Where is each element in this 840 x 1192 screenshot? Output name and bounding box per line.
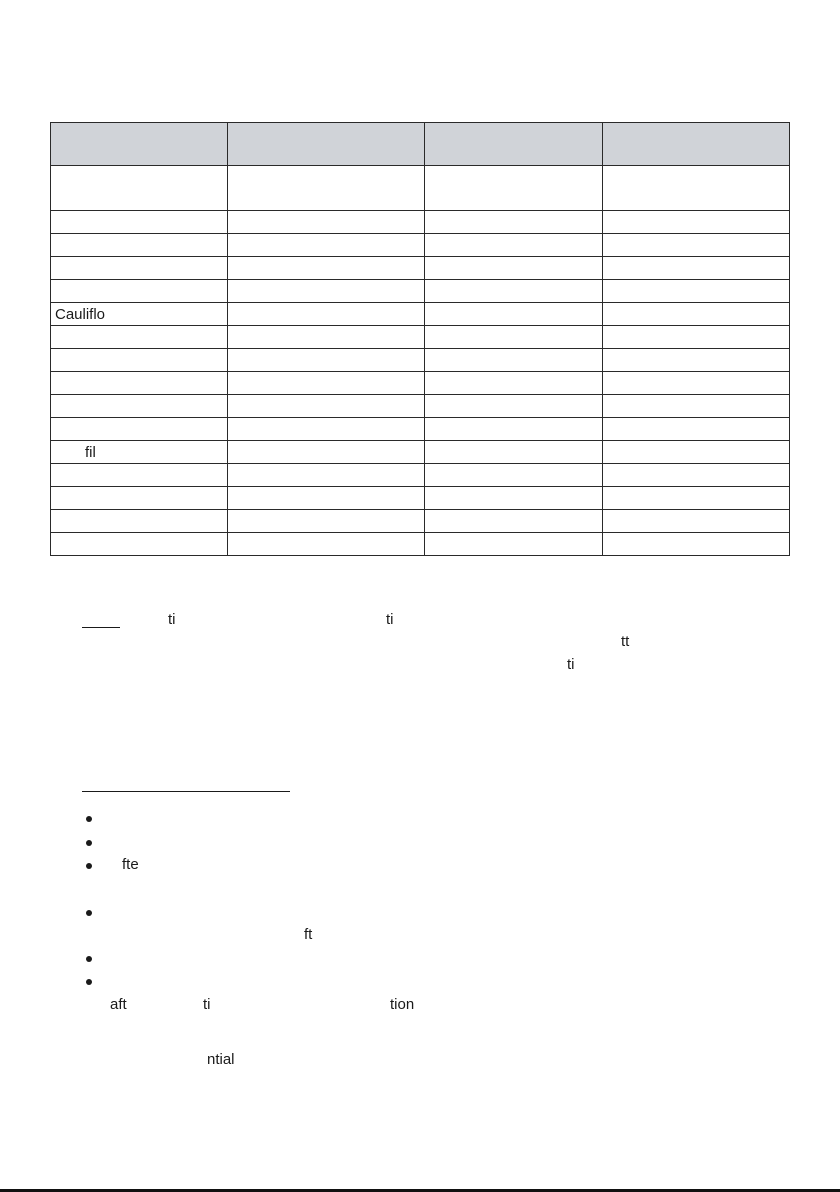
- table-cell: [228, 418, 425, 441]
- table-cell: [425, 280, 603, 303]
- header-cell: [51, 123, 228, 166]
- table-cell-food: [51, 372, 228, 395]
- table-cell-food: [51, 349, 228, 372]
- table-row: [51, 510, 790, 533]
- table-cell: [425, 166, 603, 211]
- table-cell: [425, 211, 603, 234]
- table-cell: [228, 257, 425, 280]
- bullet-icon: [86, 979, 92, 985]
- table-header-row: [51, 123, 790, 166]
- tip-fragment: ti: [203, 996, 211, 1013]
- table-cell: [228, 395, 425, 418]
- table-cell: [603, 234, 790, 257]
- table-row: [51, 487, 790, 510]
- table-cell: [425, 441, 603, 464]
- food-table: [50, 122, 790, 556]
- table-cell: [425, 464, 603, 487]
- table-cell-food: [51, 166, 228, 211]
- table-cell: [425, 326, 603, 349]
- table-cell: [228, 464, 425, 487]
- table-cell: [425, 349, 603, 372]
- table-row: [51, 464, 790, 487]
- note-fragment: ti: [168, 611, 176, 628]
- header-cell: [425, 123, 603, 166]
- note-fragment: tt: [621, 633, 630, 650]
- table-row: [51, 395, 790, 418]
- tip-fragment: fte: [122, 856, 139, 873]
- table-cell: [603, 349, 790, 372]
- table-cell: [603, 487, 790, 510]
- table-cell-food: [51, 510, 228, 533]
- table-cell: [425, 257, 603, 280]
- table-cell: [603, 303, 790, 326]
- tip-fragment: aft: [110, 996, 127, 1013]
- table-cell: [603, 372, 790, 395]
- bullet-icon: [86, 910, 92, 916]
- table-cell: [228, 234, 425, 257]
- table-cell-food: [51, 326, 228, 349]
- table-cell: [603, 211, 790, 234]
- table-cell-food: [51, 487, 228, 510]
- table-cell: [603, 418, 790, 441]
- bullet-icon: [86, 956, 92, 962]
- table-cell: [603, 257, 790, 280]
- table-row: [51, 441, 790, 464]
- table-cell: [603, 395, 790, 418]
- table-cell-food: [51, 418, 228, 441]
- table-cell: [425, 487, 603, 510]
- tips-heading-underline: [82, 791, 290, 792]
- table-cell: [603, 166, 790, 211]
- table-row: [51, 418, 790, 441]
- table-cell: [228, 372, 425, 395]
- table-cell-food: fil: [51, 441, 228, 464]
- table-cell: [228, 533, 425, 556]
- table-cell-food: Cauliflo: [51, 303, 228, 326]
- table-cell: [228, 510, 425, 533]
- bullet-icon: [86, 840, 92, 846]
- note-fragment: ti: [386, 611, 394, 628]
- tip-fragment: ft: [304, 926, 313, 943]
- table-cell: [228, 349, 425, 372]
- table-row: [51, 303, 790, 326]
- bullet-icon: [86, 816, 92, 822]
- table-row: [51, 166, 790, 211]
- table-cell: [425, 395, 603, 418]
- bullet-icon: [86, 863, 92, 869]
- table-cell: [425, 372, 603, 395]
- header-cell: [228, 123, 425, 166]
- table-cell-food: [51, 464, 228, 487]
- tip-fragment: tion: [390, 996, 415, 1013]
- table-cell: [425, 303, 603, 326]
- table-cell-food: [51, 257, 228, 280]
- table-cell: [228, 280, 425, 303]
- table-cell-food: [51, 234, 228, 257]
- table-cell-food: [51, 533, 228, 556]
- table-row: [51, 257, 790, 280]
- table-row: [51, 372, 790, 395]
- header-cell: [603, 123, 790, 166]
- table-cell: [425, 510, 603, 533]
- table-cell-food: [51, 395, 228, 418]
- table-cell: [228, 487, 425, 510]
- note-heading-underline: [82, 627, 120, 628]
- table-cell: [425, 418, 603, 441]
- table-cell: [603, 464, 790, 487]
- table-row: [51, 349, 790, 372]
- table-cell: [603, 441, 790, 464]
- table-cell: [603, 533, 790, 556]
- table-row: [51, 234, 790, 257]
- table-row: [51, 533, 790, 556]
- table-row: [51, 211, 790, 234]
- table-cell: [603, 326, 790, 349]
- table-cell: [228, 166, 425, 211]
- note-fragment: ti: [567, 656, 575, 673]
- table-cell: [228, 211, 425, 234]
- table-cell: [425, 533, 603, 556]
- table-cell: [228, 326, 425, 349]
- table-cell-food: [51, 280, 228, 303]
- table-cell: [228, 441, 425, 464]
- table-cell-food: [51, 211, 228, 234]
- footer-fragment: ntial: [207, 1051, 235, 1068]
- table-cell: [228, 303, 425, 326]
- table-cell: [603, 280, 790, 303]
- table-cell: [425, 234, 603, 257]
- table-row: [51, 280, 790, 303]
- table-cell: [603, 510, 790, 533]
- table-row: [51, 326, 790, 349]
